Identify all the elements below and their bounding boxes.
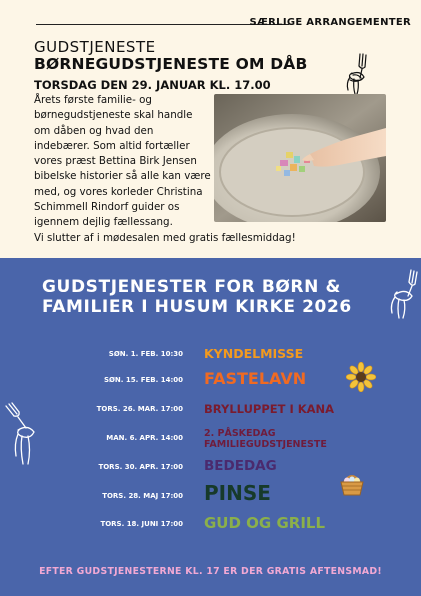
featured-event-section	[0, 0, 421, 258]
schedule-date: SØN. 1. FEB. 10:30	[108, 350, 183, 358]
schedule-date: TORS. 18. JUNI 17:00	[100, 520, 183, 528]
schedule-row	[0, 344, 421, 368]
description-line: Årets første familie- og	[34, 94, 152, 106]
service-subtitle: BØRNEGUDSTJENESTE OM DÅB	[34, 55, 308, 73]
description-line: Vi slutter af i mødesalen med gratis fællesmiddag!	[34, 231, 296, 244]
schedule-event-line: 2. PÅSKEDAG	[204, 428, 276, 439]
schedule-headline	[42, 277, 382, 317]
schedule-row	[0, 428, 421, 454]
headline-line: FAMILIER I HUSUM KIRKE 2026	[42, 297, 352, 317]
schedule-event-line: FAMILIEGUDSTJENESTE	[204, 439, 327, 450]
description-line: om dåben og hvad den	[34, 124, 154, 137]
footer-note: EFTER GUDSTJENESTERNE KL. 17 ER DER GRATIS AFTENSMAD!	[39, 566, 382, 577]
schedule-date: TORS. 30. APR. 17:00	[98, 463, 183, 471]
schedule-row	[0, 482, 421, 510]
schedule-row	[0, 457, 421, 481]
schedule-row	[0, 400, 421, 424]
schedule-event: PINSE	[204, 481, 271, 505]
schedule-event: BRYLLUPPET I KANA	[204, 402, 335, 416]
schedule-date: TORS. 28. MAJ 17:00	[102, 492, 183, 500]
schedule-date: SØN. 15. FEB. 14:00	[103, 376, 183, 384]
service-description	[34, 93, 334, 246]
description-line: Schimmell Rindorf guider os	[34, 201, 180, 214]
schedule-event	[204, 428, 327, 450]
description-line: børnegudstjeneste skal handle	[34, 109, 193, 122]
fork-spaghetti-icon	[384, 268, 420, 320]
service-title: GUDSTJENESTE	[34, 38, 156, 56]
schedule-row	[0, 513, 421, 537]
headline-line: GUDSTJENESTER FOR BØRN &	[42, 277, 341, 297]
service-date: TORSDAG DEN 29. JANUAR KL. 17.00	[34, 78, 271, 92]
schedule-event: FASTELAVN	[204, 369, 307, 388]
schedule-date: TORS. 26. MAR. 17:00	[96, 405, 183, 413]
schedule-date: MAN. 6. APR. 14:00	[106, 434, 183, 442]
schedule-event: KYNDELMISSE	[204, 346, 304, 361]
schedule-event: GUD OG GRILL	[204, 514, 326, 532]
schedule-row	[0, 368, 421, 392]
description-line: igennem dejlig fællessang.	[34, 216, 173, 229]
description-line: vores præst Bettina Birk Jensen	[34, 155, 197, 168]
section-label: SÆRLIGE ARRANGEMENTER	[249, 17, 411, 28]
description-line: indebærer. Som altid fortæller	[34, 139, 190, 152]
fork-spaghetti-icon	[338, 52, 370, 96]
description-line: bibelske historier så alle kan være	[34, 170, 211, 183]
schedule-event: BEDEDAG	[204, 458, 277, 474]
description-line: med, og vores korleder Christina	[34, 185, 203, 198]
